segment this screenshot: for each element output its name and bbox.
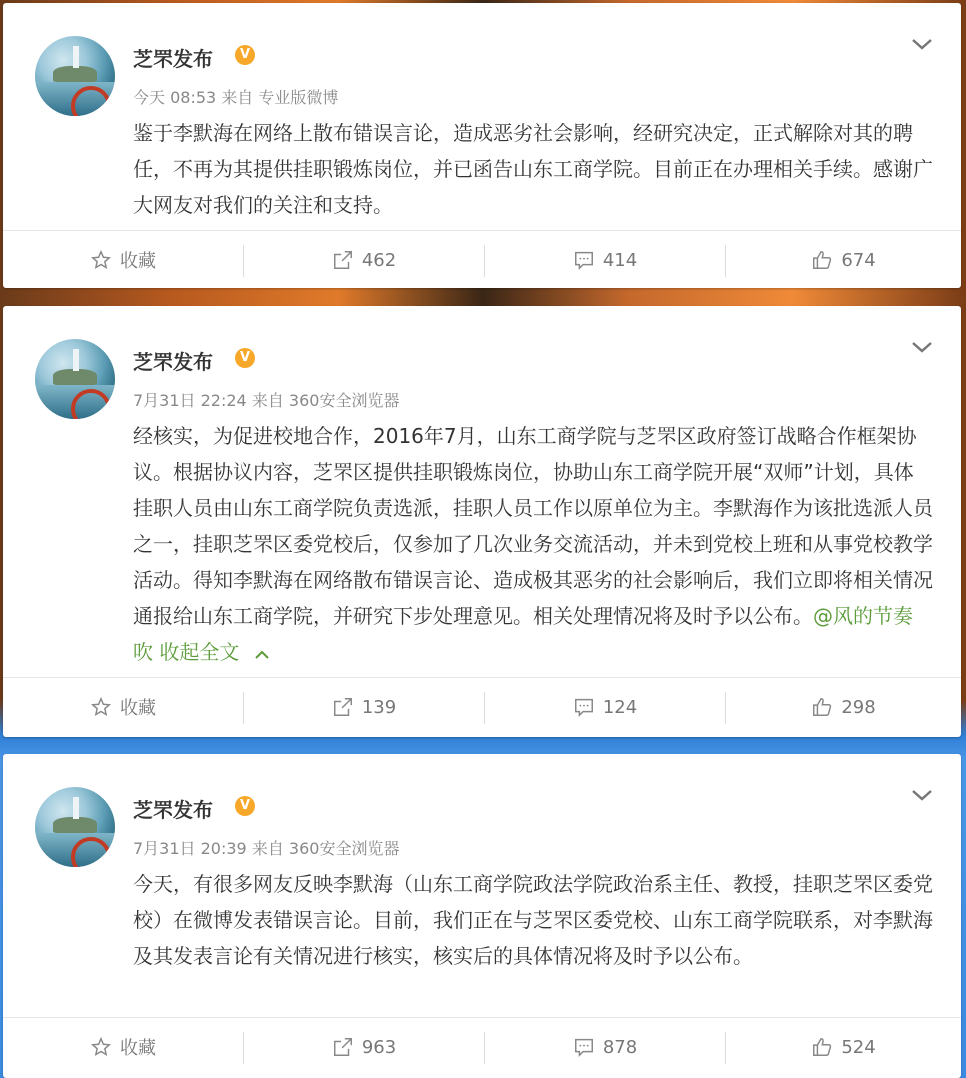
comment-count: 878 xyxy=(602,1036,638,1058)
repost-icon xyxy=(332,696,354,718)
like-count: 674 xyxy=(841,249,876,271)
like-button[interactable] xyxy=(726,1018,961,1076)
comment-icon xyxy=(573,1036,595,1058)
chevron-down-icon[interactable] xyxy=(908,784,936,806)
repost-icon xyxy=(332,249,354,271)
verified-badge-icon: V xyxy=(235,348,255,368)
repost-button[interactable] xyxy=(244,231,484,289)
post-meta[interactable]: 今天 08:53 来自 专业版微博 xyxy=(133,88,339,107)
verified-badge-icon: V xyxy=(235,45,255,65)
favorite-label: 收藏 xyxy=(120,698,156,719)
comment-button[interactable] xyxy=(485,1018,725,1076)
author-name[interactable]: 芝罘发布 xyxy=(133,350,213,374)
repost-icon xyxy=(332,1036,354,1058)
post-meta[interactable]: 7月31日 20:39 来自 360安全浏览器 xyxy=(133,839,400,858)
author-name[interactable]: 芝罘发布 xyxy=(133,47,213,71)
author-avatar[interactable] xyxy=(35,787,115,867)
comment-icon xyxy=(573,249,595,271)
action-bar xyxy=(3,677,961,736)
action-bar xyxy=(3,1017,961,1076)
author-name[interactable]: 芝罘发布 xyxy=(133,798,213,822)
collapse-link[interactable]: 收起全文 xyxy=(159,640,240,664)
favorite-button[interactable] xyxy=(3,1018,243,1076)
favorite-button[interactable] xyxy=(3,231,243,289)
repost-count: 963 xyxy=(361,1036,397,1058)
like-button[interactable] xyxy=(726,678,961,736)
comment-count: 414 xyxy=(602,249,638,271)
author-avatar[interactable] xyxy=(35,339,115,419)
like-count: 524 xyxy=(841,1036,876,1058)
post-text xyxy=(133,418,933,670)
like-icon xyxy=(811,249,833,271)
favorite-label: 收藏 xyxy=(120,1038,156,1059)
favorite-label: 收藏 xyxy=(120,251,156,272)
author-avatar[interactable] xyxy=(35,36,115,116)
like-button[interactable] xyxy=(726,231,961,289)
post-text: 鉴于李默海在网络上散布错误言论，造成恶劣社会影响，经研究决定，正式解除对其的聘任，不再为其提供挂职锻炼岗位，并已函告山东工商学院。目前正在办理相关手续。感谢广大网友对我们的关注和支持。 xyxy=(133,121,933,217)
like-count: 298 xyxy=(841,696,876,718)
post-text: 今天，有很多网友反映李默海（山东工商学院政法学院政治系主任、教授，挂职芝罘区委党校）在微博发表错误言论。目前，我们正在与芝罘区委党校、山东工商学院联系，对李默海及其发表言论有关情况进行核实，核实后的具体情况将及时予以公布。 xyxy=(133,872,933,968)
like-icon xyxy=(811,1036,833,1058)
weibo-post-3 xyxy=(3,754,961,1078)
repost-button[interactable] xyxy=(244,678,484,736)
post-body: 经核实，为促进校地合作，2016年7月，山东工商学院与芝罘区政府签订战略合作框架协议。根据协议内容，芝罘区提供挂职锻炼岗位，协助山东工商学院开展“双师”计划，具体挂职人员由山东工商学院负责选派，挂职人员工作以原单位为主。李默海作为该批选派人员之一，挂职芝罘区委党校后，仅参加了几次业务交流活动，并未到党校上班和从事党校教学活动。得知李默海在网络散布错误言论、造成极其恶劣的社会影响后，我们立即将相关情况通报给山东工商学院，并研究下步处理意见。相关处理情况将及时予以公布。 xyxy=(133,424,933,628)
comment-icon xyxy=(573,696,595,718)
post-meta[interactable]: 7月31日 22:24 来自 360安全浏览器 xyxy=(133,391,400,410)
action-bar xyxy=(3,230,961,289)
star-icon xyxy=(90,1036,112,1058)
comment-button[interactable] xyxy=(485,231,725,289)
weibo-post-2 xyxy=(3,306,961,737)
like-icon xyxy=(811,696,833,718)
mention-link[interactable]: @风的节奏吹 xyxy=(133,604,913,664)
repost-count: 139 xyxy=(361,696,397,718)
star-icon xyxy=(90,696,112,718)
chevron-down-icon[interactable] xyxy=(908,336,936,358)
comment-button[interactable] xyxy=(485,678,725,736)
chevron-down-icon[interactable] xyxy=(908,33,936,55)
chevron-up-icon[interactable] xyxy=(252,647,272,661)
favorite-button[interactable] xyxy=(3,678,243,736)
star-icon xyxy=(90,249,112,271)
verified-badge-icon: V xyxy=(235,796,255,816)
weibo-post-1 xyxy=(3,3,961,288)
repost-count: 462 xyxy=(361,249,397,271)
comment-count: 124 xyxy=(602,696,638,718)
repost-button[interactable] xyxy=(244,1018,484,1076)
